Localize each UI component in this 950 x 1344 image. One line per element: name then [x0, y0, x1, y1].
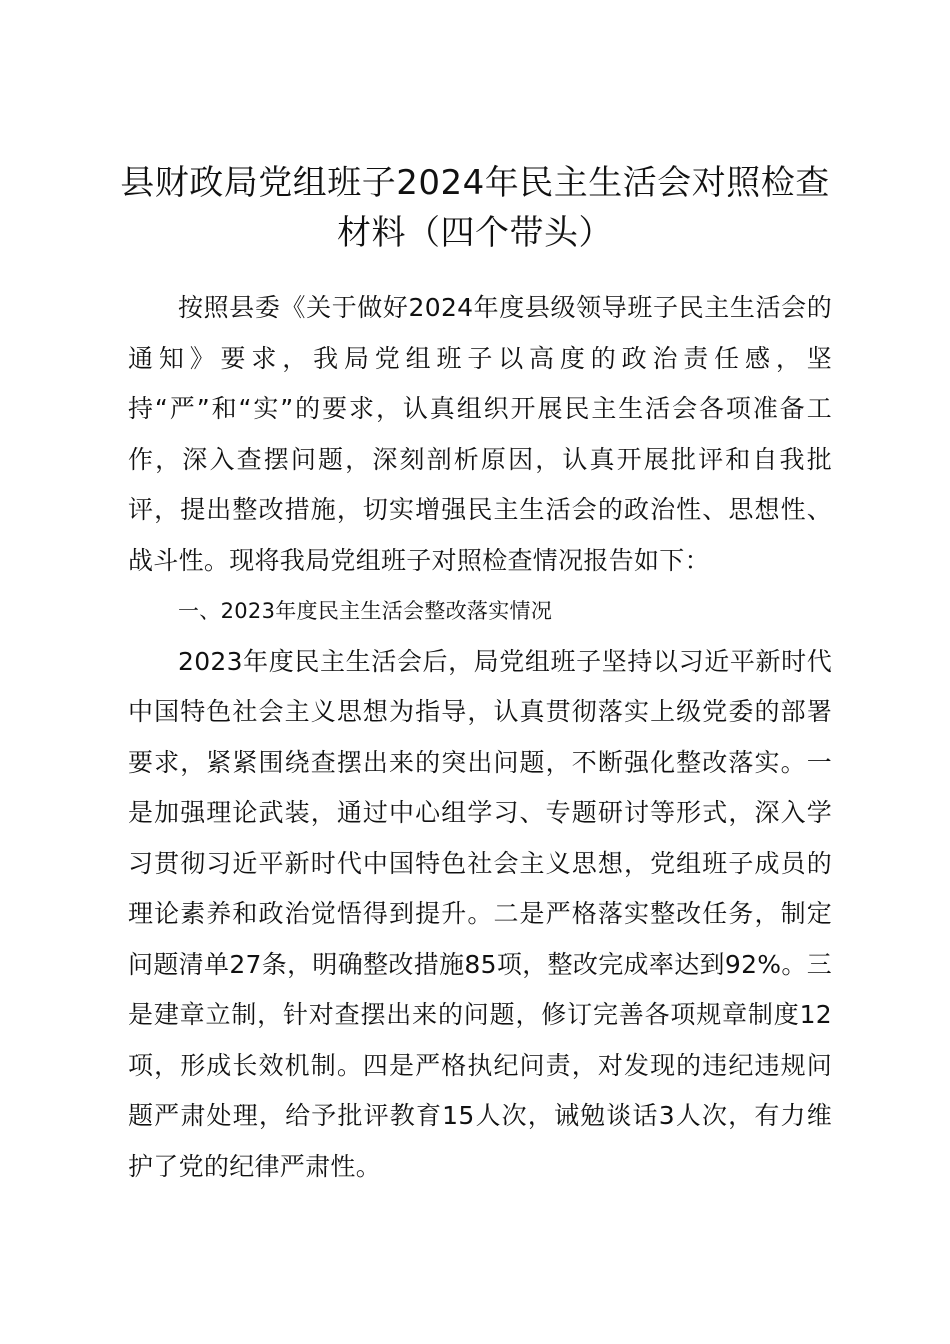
section-paragraph: 2023年度民主生活会后，局党组班子坚持以习近平新时代中国特色社会主义思想为指导，认真贯彻落实上级党委的部署要求，紧紧围绕查摆出来的突出问题，不断强化整改落实。一是加强理论武装，通过中心组学习、专题研讨等形式，深入学习贯彻习近平新时代中国特色社会主义思想，党组班子成员的理论素养和政治觉悟得到提升。二是严格落实整改任务，制定问题清单27条，明确整改措施85项，整改完成率达到92%。三是建章立制，针对查摆出来的问题，修订完善各项规章制度12项，形成长效机制。四是严格执纪问责，对发现的违纪违规问题严肃处理，给予批评教育15人次，诫勉谈话3人次，有力维护了党的纪律严肃性。 — [128, 646, 832, 1181]
section-heading: 一、2023年度民主生活会整改落实情况 — [178, 599, 553, 623]
document-title: 县财政局党组班子2024年民主生活会对照检查材料（四个带头） — [120, 163, 830, 253]
document-body — [128, 283, 832, 1192]
intro-paragraph: 按照县委《关于做好2024年度县级领导班子民主生活会的通知》要求，我局党组班子以高度的政治责任感，坚持“严”和“实”的要求，认真组织开展民主生活会各项准备工作，深入查摆问题，深刻剖析原因，认真开展批评和自我批评，提出整改措施，切实增强民主生活会的政治性、思想性、战斗性。现将我局党组班子对照检查情况报告如下： — [128, 293, 832, 575]
